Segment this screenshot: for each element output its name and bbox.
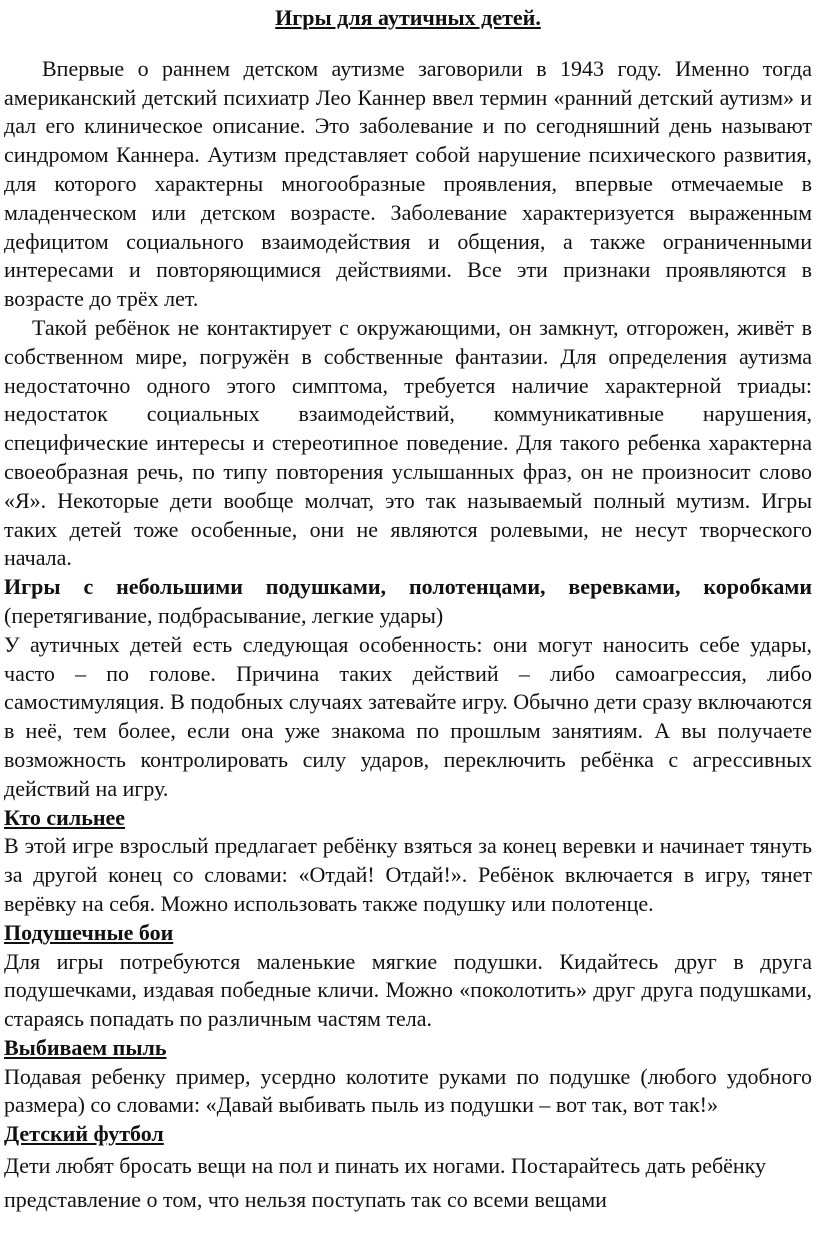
game-text-detskiy-futbol: Дети любят бросать вещи на пол и пинать их ногами. Постарайтесь дать ребёнку представление о том, что нельзя поступать так со всеми вещами — [4, 1153, 767, 1213]
game-text-kto-silnee: В этой игре взрослый предлагает ребёнку взяться за конец веревки и начинает тянуть за другой конец со словами: «Отдай! Отдай!». Ребёнок включается в игру, тянет верёвку на себя. Можно использовать также подушку или полотенце. — [4, 833, 812, 916]
game-heading-kto-silnee: Кто сильнее — [4, 804, 126, 830]
games-section-text: У аутичных детей есть следующая особенность: они могут наносить себе удары, часто – по голове. Причина таких действий – либо самоагрессия, либо самостимуляция. В подобных случаях затевайте игру. Обычно дети сразу включаются в неё, тем более, если она уже знакома по прошлым занятиям. А вы получаете возможность контролировать силу ударов, переключить ребёнка с агрессивных действий на игру. — [4, 631, 812, 801]
intro-paragraph-1: Впервые о раннем детском аутизме заговорили в 1943 году. Именно тогда американский детский психиатр Лео Каннер ввел термин «ранний детский аутизм» и дал его клиническое описание. Это заболевание и по сегодняшний день называют синдромом Каннера. Аутизм представляет собой нарушение психического развития, для которого характерны многообразные проявления, впервые отмечаемые в младенческом или детском возрасте. Заболевание характеризуется выраженным дефицитом социального взаимодействия и общения, а также ограниченными интересами и повторяющимися действиями. Все эти признаки проявляются в возрасте до трёх лет. — [4, 55, 812, 312]
game-heading-vybivaem-pyl: Выбиваем пыль — [4, 1034, 167, 1060]
game-text-podushechnye-boi: Для игры потребуются маленькие мягкие подушки. Кидайтесь друг в друга подушечками, издавая победные кличи. Можно «поколотить» друг друга подушками, стараясь попадать по различным частям тела. — [4, 948, 812, 1032]
document-title: Игры для аутичных детей. — [275, 5, 541, 30]
games-section-heading: Игры с небольшими подушками, полотенцами, веревками, коробками — [4, 574, 812, 600]
games-section-heading-line — [4, 573, 812, 631]
game-heading-detskiy-futbol: Детский футбол — [4, 1121, 164, 1147]
intro-paragraph-2: Такой ребёнок не контактирует с окружающими, он замкнут, отгорожен, живёт в собственном мире, погружён в собственные фантазии. Для определения аутизма недостаточно одного этого симптома, требуется наличие характерной триады: недостаток социальных взаимодействий, коммуникативные нарушения, специфические интересы и стереотипное поведение. Для такого ребенка характерна своеобразная речь, по типу повторения услышанных фраз, он не произносит слово «Я». Некоторые дети вообще молчат, это так называемый полный мутизм. Игры таких детей тоже особенные, они не являются ролевыми, не несут творческого начала. — [4, 314, 812, 571]
game-text-vybivaem-pyl: Подавая ребенку пример, усердно колотите руками по подушке (любого удобного размера) со словами: «Давай выбивать пыль из подушки – вот так, вот так!» — [4, 1063, 812, 1118]
games-section-subheading: (перетягивание, подбрасывание, легкие удары) — [4, 602, 444, 628]
game-heading-podushechnye-boi: Подушечные бои — [4, 919, 174, 945]
